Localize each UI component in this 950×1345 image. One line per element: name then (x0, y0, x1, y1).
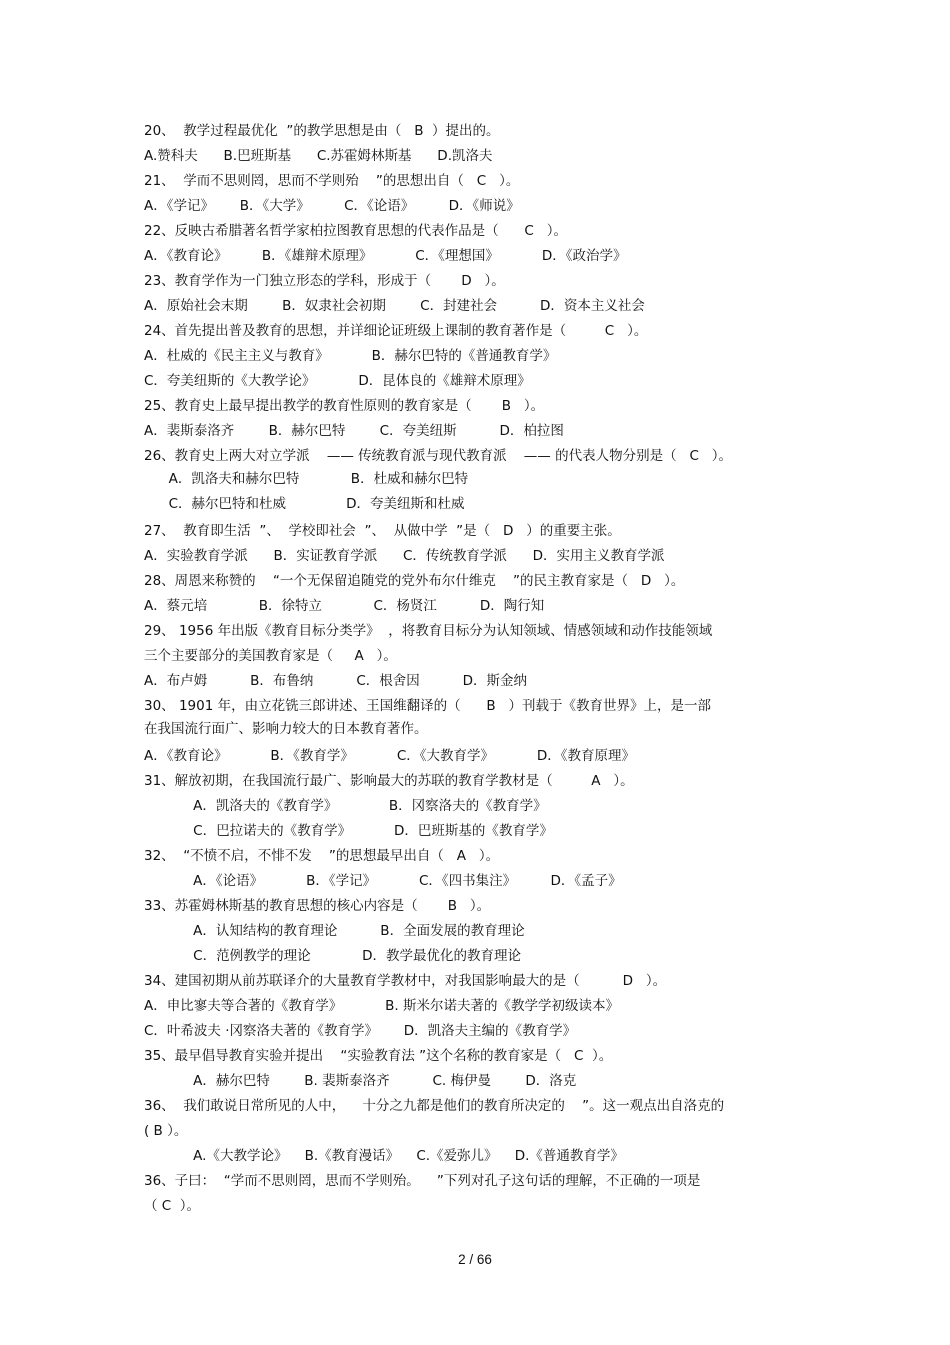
text-line: C．巴拉诺夫的《教育学》 D．巴班斯基的《教育学》 (176, 823, 553, 839)
text-line: 三个主要部分的美国教育家是（ A ）。 (144, 648, 397, 664)
text-line: C．范例教学的理论 D．教学最优化的教育理论 (176, 948, 521, 964)
text-line: C．夸美纽斯的《大教学论》 D．昆体良的《雄辩术原理》 (144, 373, 531, 389)
text-line: A.赞科夫 B.巴班斯基 C.苏霍姆林斯基 D.凯洛夫 (144, 148, 493, 164)
text-line: 25、教育史上最早提出教学的教育性原则的教育家是（ B ）。 (144, 398, 545, 414)
text-line: A．《教育论》 B．《雄辩术原理》 C．《理想国》 D．《政治学》 (144, 248, 627, 264)
text-line: A．裴斯泰洛齐 B．赫尔巴特 C．夸美纽斯 D．柏拉图 (144, 423, 564, 439)
text-line: A．《论语》 B．《学记》 C．《四书集注》 D．《孟子》 (176, 873, 622, 889)
text-line: 33、苏霍姆林斯基的教育思想的核心内容是（ B ）。 (144, 898, 491, 914)
text-line: A．赫尔巴特 B. 裴斯泰洛齐 C. 梅伊曼 D．洛克 (176, 1073, 577, 1089)
text-line: 35、最早倡导教育实验并提出 “实验教育法 ”这个名称的教育家是（ C ）。 (144, 1048, 613, 1064)
text-line: 20、 教学过程最优化 ”的教学思想是由（ B ）提出的。 (144, 123, 500, 139)
text-line: 29、 1956 年出版《教育目标分类学》 ，将教育目标分为认知领域、情感领域和动作技能领域 (144, 623, 713, 639)
text-line: 36、子曰： “学而不思则罔，思而不学则殆。 ”下列对孔子这句话的理解，不正确的一项是 (144, 1173, 701, 1189)
text-line: A．实验教育学派 B．实证教育学派 C．传统教育学派 D．实用主义教育学派 (144, 548, 665, 564)
text-line: A．《学记》 B．《大学》 C．《论语》 D．《师说》 (144, 198, 520, 214)
text-line: 在我国流行面广、影响力较大的日本教育著作。 (144, 721, 428, 737)
text-line: （ C ）。 (144, 1198, 201, 1214)
text-line: A．原始社会末期 B．奴隶社会初期 C．封建社会 D．资本主义社会 (144, 298, 645, 314)
text-line: 34、建国初期从前苏联译介的大量教育学教材中，对我国影响最大的是（ D ）。 (144, 973, 667, 989)
text-line: 24、首先提出普及教育的思想，并详细论证班级上课制的教育著作是（ C ）。 (144, 323, 648, 339)
text-line: A．认知结构的教育理论 B．全面发展的教育理论 (176, 923, 525, 939)
text-line: A．布卢姆 B．布鲁纳 C．根舍因 D．斯金纳 (144, 673, 528, 689)
text-line: A．凯洛夫和赫尔巴特 B．杜威和赫尔巴特 (160, 471, 469, 487)
text-line: 21、 学而不思则罔，思而不学则殆 ”的思想出自（ C ）。 (144, 173, 520, 189)
text-line: A．《教育论》 B．《教育学》 C．《大教育学》 D．《教育原理》 (144, 748, 636, 764)
text-line: A.《大教学论》 B.《教育漫话》 C.《爱弥儿》 D.《普通教育学》 (176, 1148, 624, 1164)
text-line: 26、教育史上两大对立学派 —— 传统教育派与现代教育派 —— 的代表人物分别是（ C ）。 (144, 448, 733, 464)
text-line: A．申比寥夫等合著的《教育学》 B. 斯米尔诺夫著的《教学学初级读本》 (144, 998, 619, 1014)
text-line: ( B ）。 (144, 1123, 188, 1139)
text-line: C．叶希波夫 ·冈察洛夫著的《教育学》 D．凯洛夫主编的《教育学》 (144, 1023, 577, 1039)
page-number: 2 / 66 (458, 1252, 492, 1267)
text-line: 27、 教育即生活 ”、 学校即社会 ”、 从做中学 ”是（ D ）的重要主张。 (144, 523, 621, 539)
text-line: A．蔡元培 B．徐特立 C．杨贤江 D．陶行知 (144, 598, 545, 614)
text-line: A．凯洛夫的《教育学》 B．冈察洛夫的《教育学》 (176, 798, 547, 814)
text-line: 31、解放初期，在我国流行最广、影响最大的苏联的教育学教材是（ A ）。 (144, 773, 634, 789)
text-line: 30、 1901 年，由立花铣三郎讲述、王国维翻译的（ B ）刊载于《教育世界》上，是一部 (144, 698, 711, 714)
text-line: C．赫尔巴特和杜威 D．夸美纽斯和杜威 (160, 496, 465, 512)
text-line: 28、周恩来称赞的 “一个无保留追随党的党外布尔什维克 ”的民主教育家是（ D ）。 (144, 573, 685, 589)
text-line: A．杜威的《民主主义与教育》 B．赫尔巴特的《普通教育学》 (144, 348, 557, 364)
text-line: 36、 我们敢说日常所见的人中， 十分之九都是他们的教育所决定的 ”。这一观点出自洛克的 (144, 1098, 725, 1114)
text-line: 32、 “不愤不启，不悱不发 ”的思想最早出自（ A ）。 (144, 848, 500, 864)
text-line: 23、教育学作为一门独立形态的学科，形成于（ D ）。 (144, 273, 505, 289)
text-line: 22、反映古希腊著名哲学家柏拉图教育思想的代表作品是（ C ）。 (144, 223, 567, 239)
